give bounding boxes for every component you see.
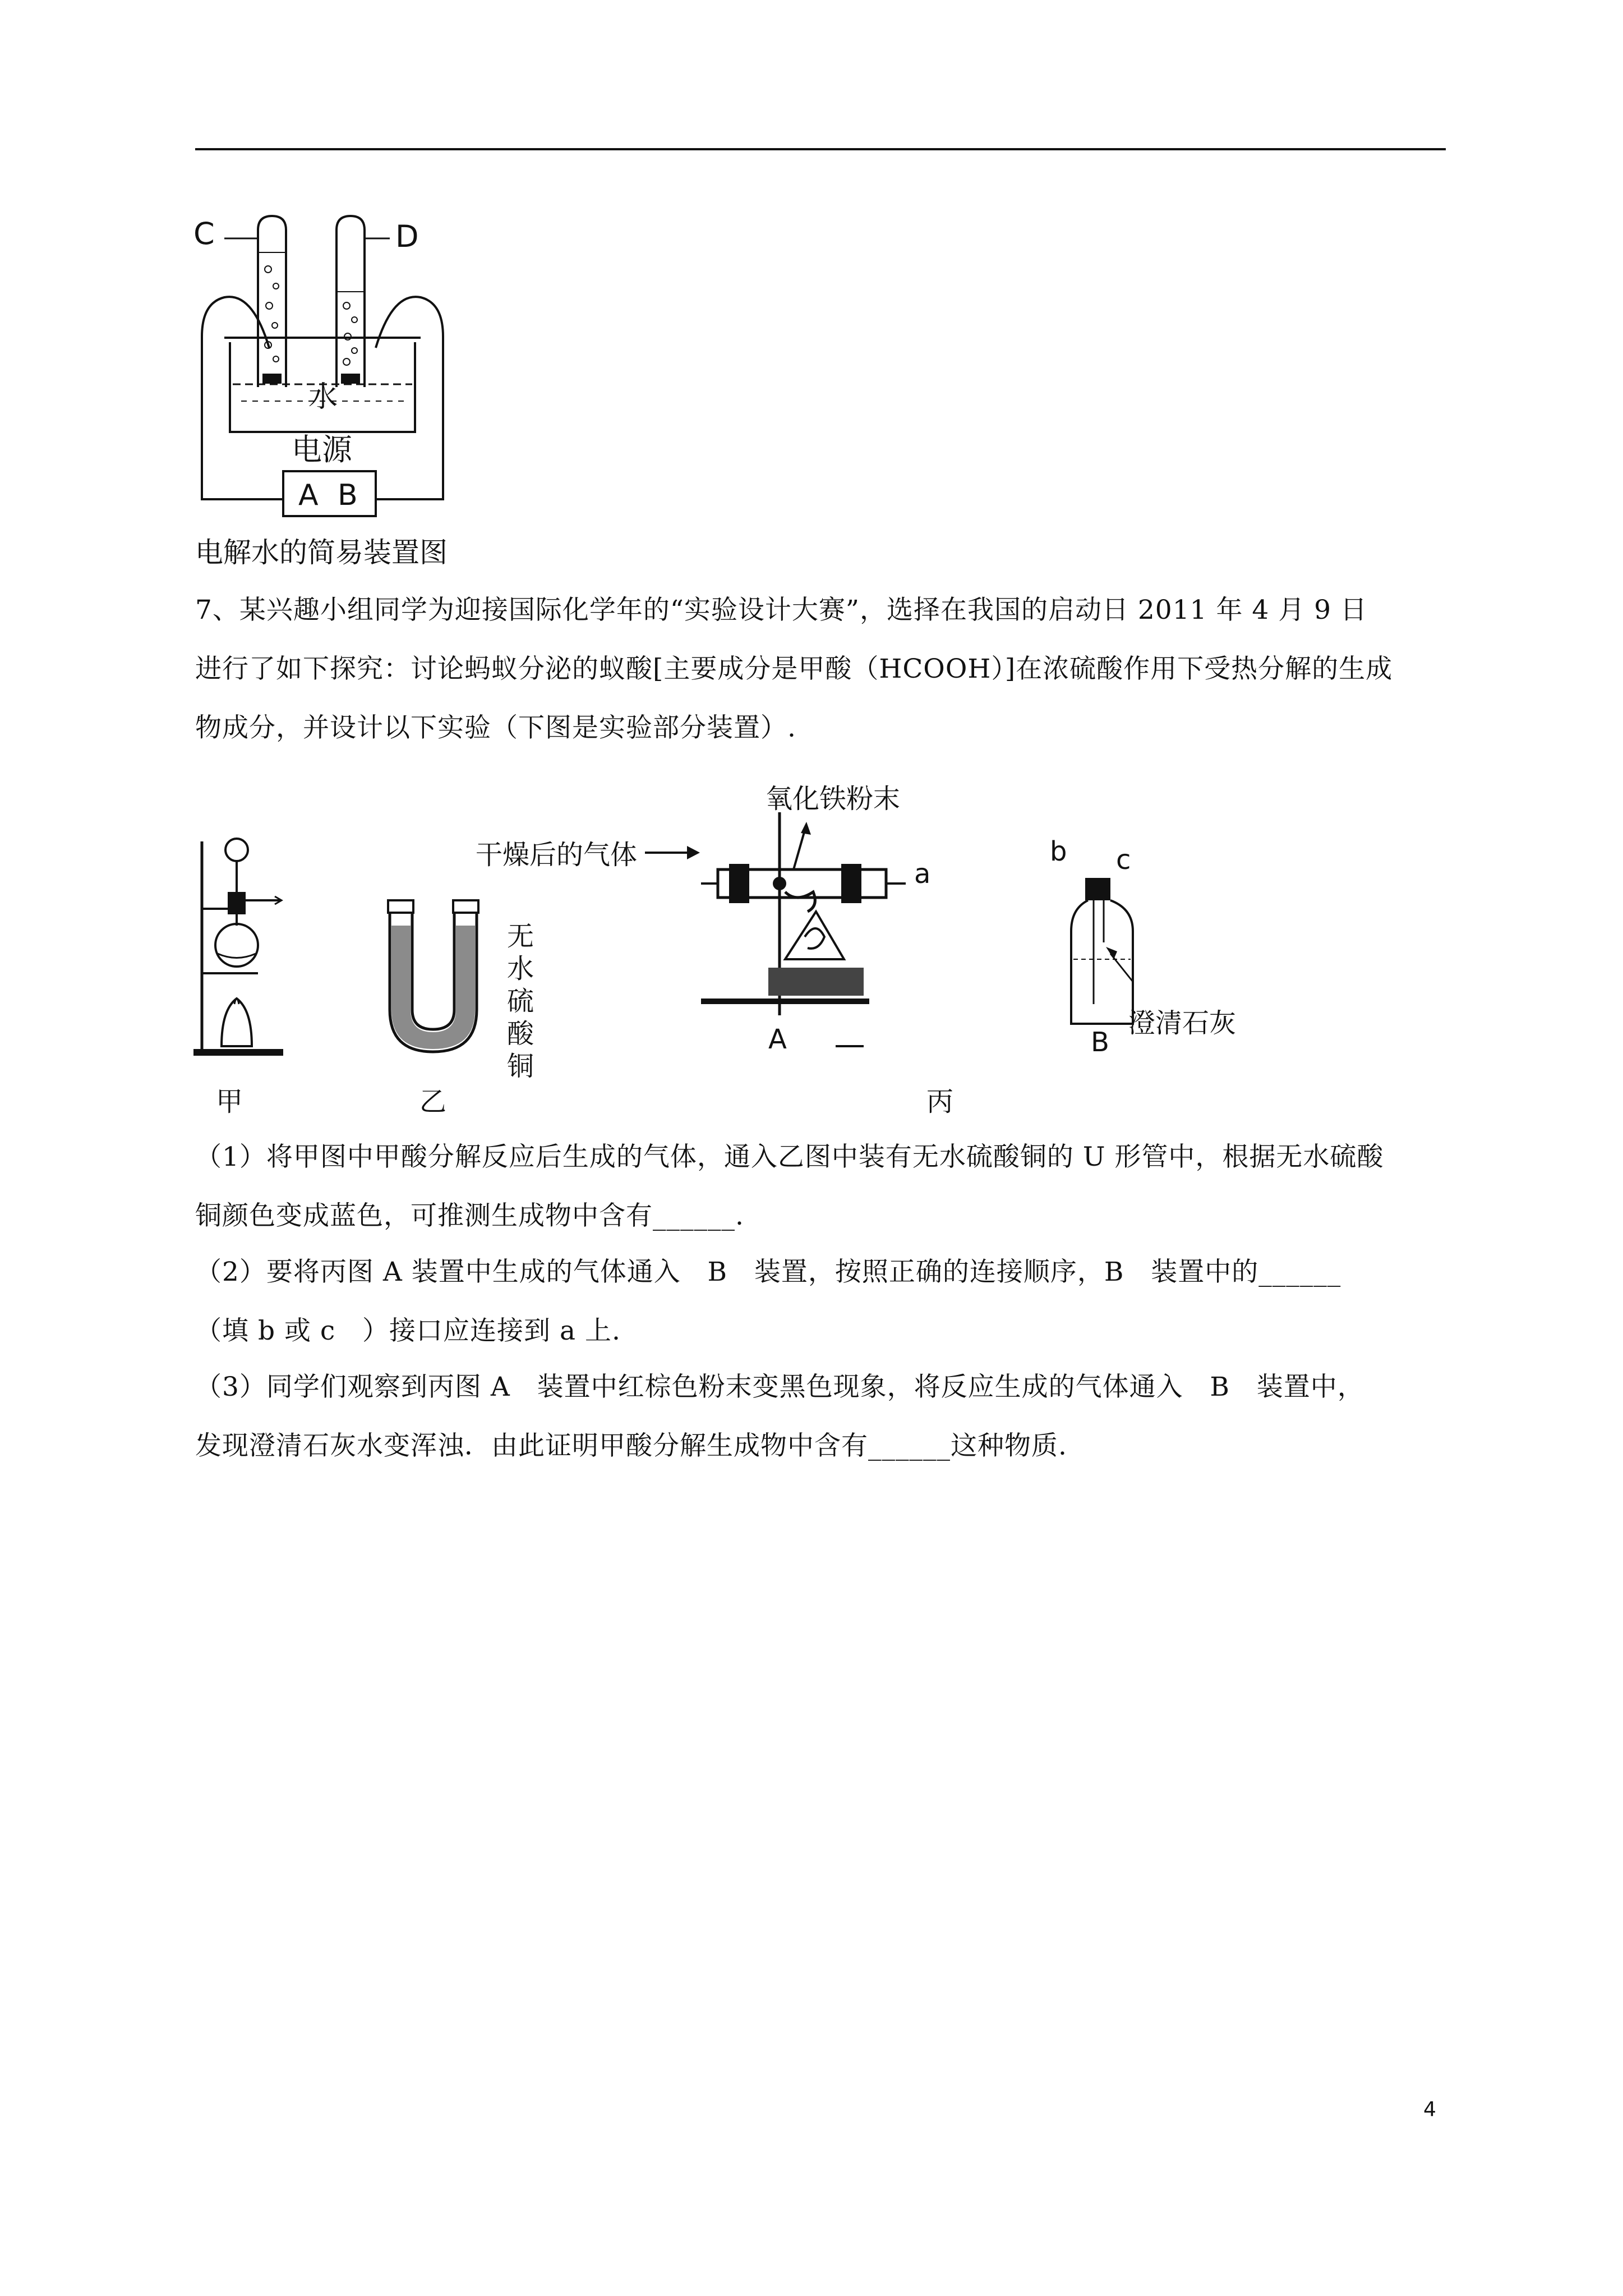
apparatus-jia (191, 825, 292, 1060)
label-d: D (395, 219, 419, 254)
water-label: 水 (308, 380, 338, 414)
limewater-label: 澄清石灰 (1128, 1007, 1237, 1039)
electrolysis-diagram (191, 208, 460, 522)
caption-jia: 甲 (216, 1086, 243, 1117)
apparatus-bing-a (701, 808, 937, 1055)
subquestion-1-line-2: 铜颜色变成蓝色，可推测生成物中含有______. (195, 1200, 744, 1231)
question-7-line-2: 进行了如下探究：讨论蚂蚁分泌的蚁酸[主要成分是甲酸（HCOOH）]在浓硫酸作用下受热分解的生成 (195, 654, 1393, 684)
subquestion-3-line-1: （3）同学们观察到丙图 A 装置中红棕色粉末变黑色现象，将反应生成的气体通入 B 装置中， (195, 1372, 1364, 1402)
dried-gas-arrow-icon (645, 841, 701, 864)
power-terminal-a: A (298, 478, 319, 512)
port-c-label: c (1116, 844, 1131, 876)
caption-yi: 乙 (419, 1086, 447, 1117)
dried-gas-label: 干燥后的气体 (476, 839, 638, 871)
apparatus-yi-u-tube (381, 898, 494, 1060)
apparatus-b-label: B (1091, 1027, 1109, 1058)
subquestion-3-line-2: 发现澄清石灰水变浑浊．由此证明甲酸分解生成物中含有______这种物质. (195, 1430, 1067, 1461)
label-c: C (193, 216, 215, 251)
power-source-label: 电源 (292, 432, 352, 467)
port-a-label: a (914, 858, 931, 890)
subquestion-1-line-1: （1）将甲图中甲酸分解反应后生成的气体，通入乙图中装有无水硫酸铜的 U 形管中，根据无水硫酸 (195, 1142, 1384, 1172)
iron-oxide-label: 氧化铁粉末 (766, 783, 901, 815)
header-rule (195, 148, 1446, 150)
subquestion-2-line-1: （2）要将丙图 A 装置中生成的气体通入 B 装置，按照正确的连接顺序，B 装置中的______ (195, 1257, 1341, 1287)
question-7-line-3: 物成分，并设计以下实验（下图是实验部分装置）. (195, 712, 796, 743)
subquestion-2-line-2: （填 b 或 c ）接口应连接到 a 上. (195, 1315, 621, 1346)
port-b-label: b (1050, 836, 1067, 867)
question-7-line-1: 7、某兴趣小组同学为迎接国际化学年的“实验设计大赛”，选择在我国的启动日 2011 年 4 月 9 日 (195, 595, 1368, 625)
caption-bing: 丙 (926, 1086, 954, 1117)
power-terminal-b: B (338, 478, 358, 512)
anhydrous-cuso4-label: 无 水 硫 酸 铜 (506, 921, 534, 1082)
electrolysis-caption: 电解水的简易装置图 (195, 536, 448, 569)
apparatus-a-label: A (768, 1024, 787, 1055)
page-number: 4 (1423, 2098, 1436, 2121)
